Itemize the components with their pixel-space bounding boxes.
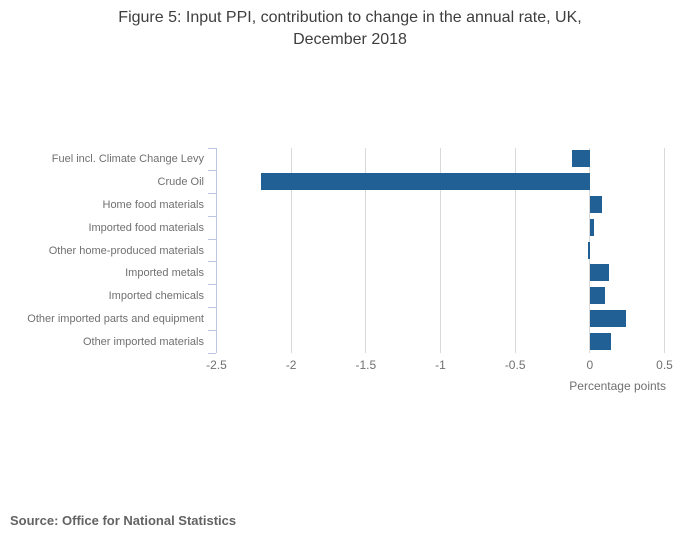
bar-crude-oil xyxy=(261,173,590,190)
category-label: Other imported materials xyxy=(82,335,204,348)
y-axis-line xyxy=(216,148,217,353)
y-axis-tick xyxy=(208,261,216,262)
category-label: Other home-produced materials xyxy=(48,244,204,257)
x-tick-label: 0.5 xyxy=(656,358,673,372)
bar-home-food-materials xyxy=(590,196,602,213)
chart-title-line2: December 2018 xyxy=(293,31,407,48)
x-tick-label: -2 xyxy=(285,358,297,372)
bar-other-home-produced-materials xyxy=(588,242,589,259)
source-note: Source: Office for National Statistics xyxy=(10,513,237,528)
x-tick-label: -0.5 xyxy=(504,358,526,372)
category-label: Fuel incl. Climate Change Levy xyxy=(51,153,204,166)
y-axis-tick xyxy=(208,330,216,331)
x-tick-label: 0 xyxy=(586,358,594,372)
category-label: Other imported parts and equipment xyxy=(27,312,204,325)
gridline-0.5 xyxy=(664,148,665,353)
category-label: Imported metals xyxy=(125,267,204,280)
chart-title-line1: Figure 5: Input PPI, contribution to change in the annual rate, UK, xyxy=(118,9,582,26)
category-label: Crude Oil xyxy=(157,176,204,189)
y-axis-tick xyxy=(208,239,216,240)
bar-other-imported-materials xyxy=(590,333,611,350)
y-axis-tick xyxy=(208,170,216,171)
y-axis-tick xyxy=(208,148,216,149)
y-axis-tick xyxy=(208,216,216,217)
y-axis-tick xyxy=(208,193,216,194)
y-axis-tick xyxy=(208,353,216,354)
y-axis-tick xyxy=(208,284,216,285)
y-axis-tick xyxy=(208,307,216,308)
bar-imported-metals xyxy=(590,264,609,281)
x-tick-label: -1 xyxy=(435,358,446,372)
x-tick-label: -2.5 xyxy=(206,358,227,372)
bar-other-imported-parts-and-equipment xyxy=(590,310,626,327)
category-label: Home food materials xyxy=(102,198,204,211)
bar-imported-food-materials xyxy=(590,219,594,236)
bar-imported-chemicals xyxy=(590,287,605,304)
category-label: Imported food materials xyxy=(88,221,204,234)
bar-fuel-incl-climate-change-levy xyxy=(572,150,590,167)
x-tick-label: -1.5 xyxy=(355,358,377,372)
x-axis-title: Percentage points xyxy=(569,379,666,393)
category-label: Imported chemicals xyxy=(108,290,204,303)
